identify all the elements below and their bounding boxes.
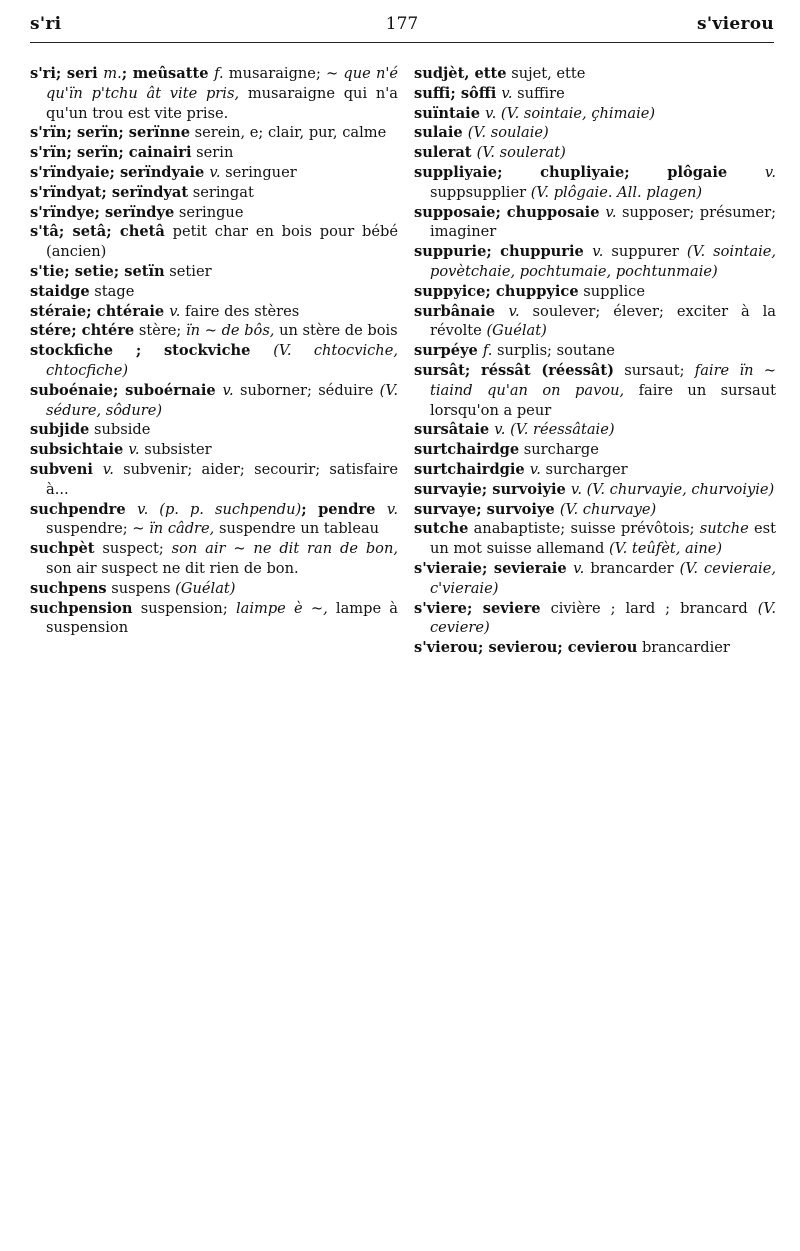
dictionary-entry	[414, 460, 776, 480]
dictionary-entry	[414, 242, 776, 282]
entry-headword: sulaie	[414, 124, 468, 142]
entry-text: subvenir; aider; secourir; satisfaire à...	[46, 460, 399, 498]
entry-headword: ; meûsatte	[121, 65, 215, 82]
entry-italic-text: (Guélat)	[486, 322, 547, 340]
entry-italic-text: ïn câdre,	[149, 520, 215, 538]
entry-text: suspens	[106, 579, 176, 597]
entry-text: anabaptiste; suisse prévôtois;	[468, 520, 700, 538]
entry-italic-text: f.	[214, 65, 224, 82]
dictionary-entry	[30, 123, 398, 143]
dictionary-entry	[414, 559, 776, 599]
entry-text: suspension;	[132, 599, 236, 617]
dictionary-entry	[414, 282, 776, 302]
entry-italic-text: (V. soulerat)	[476, 144, 566, 162]
entry-text: seringuer	[220, 163, 297, 181]
entry-text: sujet, ette	[506, 65, 586, 82]
entry-italic-text: v.	[222, 381, 234, 399]
dictionary-entry	[414, 163, 776, 203]
dictionary-entry	[30, 321, 398, 341]
entry-headword: sulerat	[414, 144, 477, 162]
dictionary-entry	[30, 143, 398, 163]
entry-text: brancarder	[584, 559, 680, 577]
entry-headword: suboénaie; suboérnaie	[30, 381, 223, 399]
dictionary-entry	[30, 262, 398, 282]
entry-italic-text: que n'é qu'ïn p'tchu ât vite pris,	[46, 65, 399, 102]
entry-text: suspendre un tableau	[214, 520, 380, 538]
entry-italic-text: v.	[605, 203, 617, 221]
entry-italic-text: v.	[169, 302, 181, 320]
entry-italic-text: (V. sointaie, povètchaie, pochtumaie, pochtunmaie)	[430, 243, 777, 280]
entry-text: faire un sursaut lorsqu'on a peur	[430, 381, 776, 419]
dictionary-entry	[414, 64, 776, 84]
dictionary-entry	[30, 539, 398, 579]
dictionary-entry	[30, 500, 398, 540]
dictionary-entry	[414, 440, 776, 460]
dictionary-entry	[414, 203, 776, 243]
page-number: 177	[385, 14, 419, 34]
entry-italic-text: (V. plôgaie. All. plagen)	[530, 183, 703, 201]
entry-headword: sudjèt, ette	[414, 65, 507, 82]
entry-headword: subjide	[30, 421, 90, 439]
entry-headword: s'rïn; serïn; serïnne	[30, 124, 191, 142]
entry-italic-text: v.	[764, 163, 776, 181]
entry-headword: survayie; survoiyie	[414, 480, 571, 498]
entry-text: suspendre; ~	[46, 520, 150, 538]
entry-headword: subsichtaie	[30, 441, 129, 459]
entry-italic-text: v.	[573, 559, 585, 577]
dictionary-entry	[414, 599, 776, 639]
entry-text: faire des stères	[180, 302, 300, 320]
entry-headword: surpéye	[414, 342, 483, 360]
entry-text: surplis; soutane	[492, 342, 615, 360]
entry-text: suffire	[512, 84, 565, 102]
dictionary-entry	[414, 123, 776, 143]
entry-headword: suchpendre	[30, 500, 138, 518]
dictionary-entry	[414, 420, 776, 440]
entry-text: stère;	[134, 322, 186, 340]
dictionary-entry	[30, 381, 398, 421]
entry-text: seringat	[188, 183, 254, 201]
left-column	[30, 64, 398, 638]
entry-italic-text: son air ~ ne dit ran de bon,	[171, 540, 398, 558]
entry-italic-text: v.	[128, 441, 140, 459]
entry-headword: sursâtaie	[414, 421, 495, 439]
dictionary-entry	[30, 203, 398, 223]
entry-headword: stére; chtére	[30, 322, 135, 340]
entry-text: lampe à suspension	[46, 599, 399, 637]
entry-text: suborner; séduire	[233, 381, 380, 399]
entry-italic-text: v.	[508, 302, 520, 320]
dictionary-entry	[414, 519, 776, 559]
entry-italic-text: ïn ~ de bôs,	[186, 322, 275, 340]
entry-text: suppurer	[603, 243, 687, 261]
entry-italic-text: (Guélat)	[175, 579, 236, 597]
dictionary-entry	[30, 302, 398, 322]
entry-headword: suffi; sôffi	[414, 84, 502, 102]
entry-italic-text: faire ïn ~ tiaind qu'an on pavou,	[430, 361, 776, 399]
dictionary-entry	[414, 143, 776, 163]
entry-italic-text: (V. cevieraie, c'vieraie)	[430, 559, 776, 597]
entry-text: brancardier	[637, 639, 730, 657]
entry-text: petit char en bois pour bébé (ancien)	[46, 223, 398, 261]
entry-headword: sutche	[414, 520, 469, 538]
entry-headword: surtchairdgie	[414, 460, 530, 478]
entry-text: son air suspect ne dit rien de bon.	[46, 559, 299, 577]
entry-headword: s'viere; seviere	[414, 599, 541, 617]
entry-italic-text: (V. sédure, sôdure)	[46, 381, 398, 419]
dictionary-entry	[30, 64, 398, 123]
dictionary-entry	[414, 302, 776, 342]
entry-italic-text: (V. teûfèt, aine)	[608, 540, 723, 558]
dictionary-entry	[414, 500, 776, 520]
entry-headword: stéraie; chtéraie	[30, 302, 170, 320]
entry-text: subside	[89, 421, 151, 439]
entry-headword: s'ri; seri	[30, 65, 104, 82]
dictionary-entry	[414, 480, 776, 500]
entry-headword: s'vieraie; sevieraie	[414, 559, 574, 577]
entry-text: musaraigne; ~	[223, 65, 344, 82]
entry-text: un stère de bois	[274, 322, 398, 340]
entry-headword: suchpens	[30, 579, 107, 597]
entry-italic-text: v. (p. p. suchpendu)	[137, 500, 302, 518]
entry-text: setier	[164, 262, 212, 280]
dictionary-entry	[30, 282, 398, 302]
entry-text: surcharge	[519, 441, 599, 459]
entry-headword: suppyice; chuppyice	[414, 282, 579, 300]
entry-italic-text: v.	[501, 84, 513, 102]
dictionary-entry	[30, 599, 398, 639]
entry-italic-text: laimpe è ~,	[235, 599, 328, 617]
entry-headword: s'tâ; setâ; chetâ	[30, 223, 165, 241]
entry-headword: stockfiche ; stockviche	[30, 342, 274, 360]
entry-text: musaraigne qui n'a qu'un trou est vite prise.	[46, 84, 398, 122]
entry-text: seringue	[174, 203, 244, 221]
dictionary-entry	[414, 84, 776, 104]
entry-italic-text: v. (V. réessâtaie)	[494, 421, 615, 439]
entry-text: suspect;	[94, 540, 172, 558]
page-header	[30, 10, 774, 40]
entry-italic-text: v.	[209, 163, 221, 181]
entry-text: supposer; présumer; imaginer	[430, 203, 776, 241]
entry-text: est un mot suisse allemand	[430, 520, 776, 558]
entry-italic-text: (V. chtocviche, chtocfiche)	[46, 342, 398, 379]
right-guide-word: s'vierou	[697, 14, 774, 34]
entry-italic-text: (V. ceviere)	[430, 599, 777, 637]
entry-text: suppsupplier	[430, 183, 531, 201]
entry-headword: survaye; survoiye	[414, 500, 560, 518]
dictionary-entry	[414, 341, 776, 361]
entry-headword: suchpèt	[30, 540, 95, 558]
entry-italic-text: m.	[103, 65, 122, 82]
entry-headword: surbânaie	[414, 302, 509, 320]
right-column	[414, 64, 776, 658]
entry-italic-text: f.	[482, 342, 493, 360]
entry-headword: supposaie; chupposaie	[414, 203, 606, 221]
entry-text: civière ; lard ; brancard	[540, 599, 758, 617]
dictionary-entry	[30, 163, 398, 183]
dictionary-entry	[30, 183, 398, 203]
entry-text: soulever; élever; exciter à la révolte	[430, 302, 776, 340]
entry-text: surcharger	[540, 460, 628, 478]
entry-headword: suppurie; chuppurie	[414, 243, 593, 261]
entry-headword: sursât; réssât (réessât)	[414, 361, 615, 379]
entry-headword: s'vierou; sevierou; cevierou	[414, 639, 638, 657]
dictionary-entry	[30, 341, 398, 381]
entry-headword: suppliyaie; chupliyaie; plôgaie	[414, 163, 765, 181]
dictionary-entry	[414, 361, 776, 420]
dictionary-entry	[30, 440, 398, 460]
entry-italic-text: v.	[102, 460, 114, 478]
entry-text: sursaut;	[614, 361, 695, 379]
entry-headword: subveni	[30, 460, 103, 478]
entry-italic-text: v.	[529, 460, 541, 478]
entry-headword: s'tie; setie; setïn	[30, 262, 165, 280]
dictionary-entry	[30, 420, 398, 440]
entry-italic-text: (V. soulaie)	[467, 124, 549, 142]
entry-headword: s'rïndyat; serïndyat	[30, 183, 189, 201]
dictionary-entry	[30, 579, 398, 599]
entry-headword: surtchairdge	[414, 441, 520, 459]
entry-italic-text: sutche	[699, 520, 749, 538]
entry-headword: s'rïndyaie; serïndyaie	[30, 163, 210, 181]
entry-text: serin	[191, 144, 234, 162]
left-guide-word: s'ri	[30, 14, 62, 34]
entry-italic-text: v. (V. churvayie, churvoiyie)	[570, 480, 775, 498]
dictionary-entry	[30, 460, 398, 500]
entry-headword: suchpension	[30, 599, 133, 617]
entry-italic-text: (V. churvaye)	[559, 500, 657, 518]
entry-headword: s'rïn; serïn; cainairi	[30, 144, 192, 162]
entry-text: subsister	[139, 441, 212, 459]
entry-text: stage	[89, 282, 135, 300]
entry-italic-text: v.	[386, 500, 399, 518]
entry-italic-text: v.	[592, 243, 604, 261]
dictionary-entry	[30, 222, 398, 262]
entry-headword: s'rïndye; serïndye	[30, 203, 175, 221]
entry-text: serein, e; clair, pur, calme	[190, 124, 387, 142]
dictionary-entry	[414, 638, 776, 658]
header-rule	[30, 42, 774, 43]
entry-headword: ; pendre	[301, 500, 387, 518]
entry-italic-text: v. (V. sointaie, çhimaie)	[485, 104, 656, 122]
dictionary-entry	[414, 104, 776, 124]
entry-text: supplice	[578, 282, 645, 300]
entry-headword: staidge	[30, 282, 90, 300]
entry-headword: suïntaie	[414, 104, 486, 122]
